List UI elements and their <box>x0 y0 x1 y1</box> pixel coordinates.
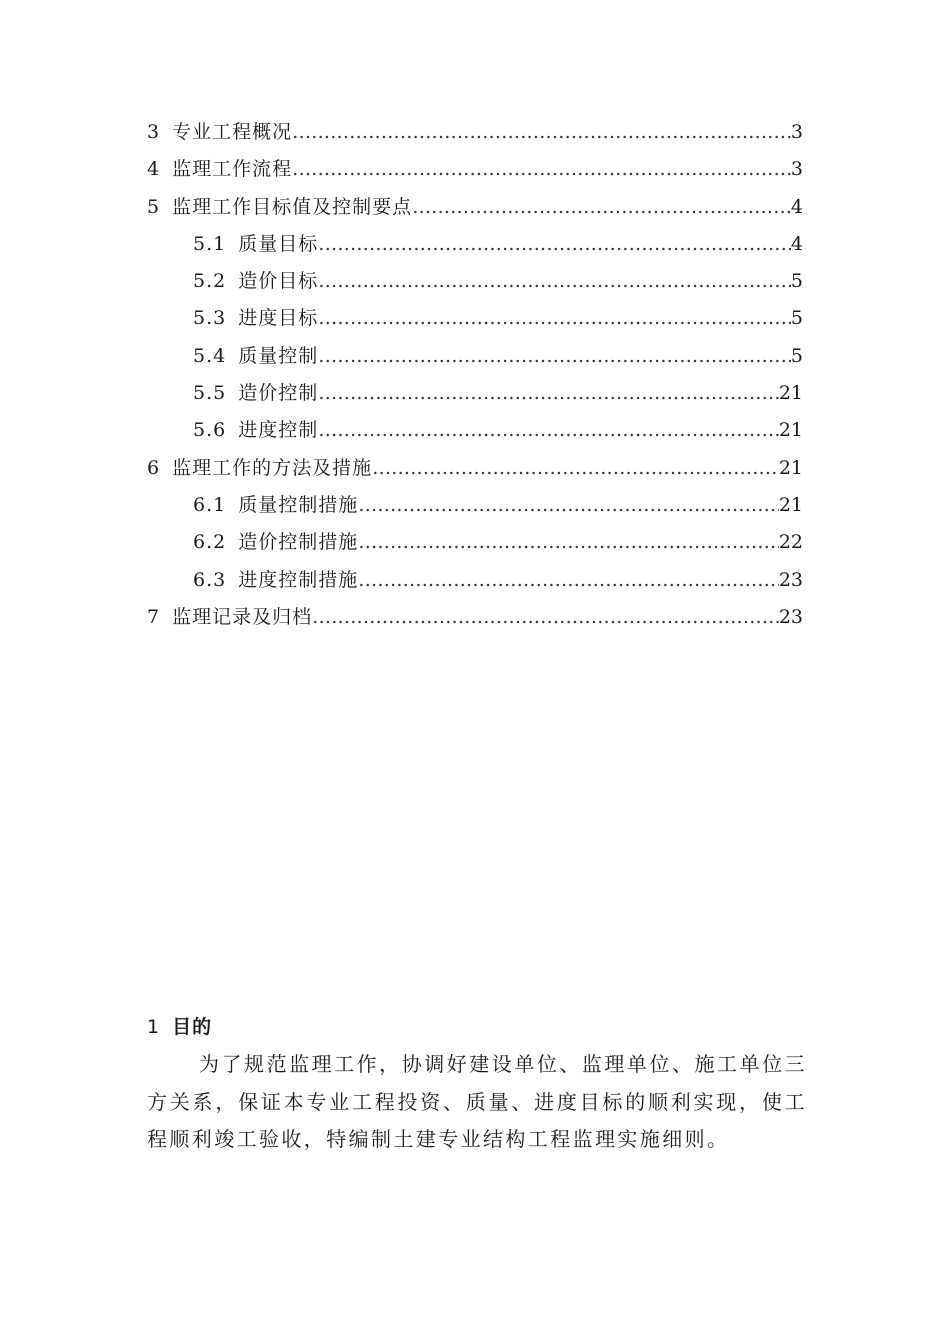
toc-entry-page: 5 <box>790 344 803 367</box>
toc-dot-leader <box>412 189 791 226</box>
toc-entry-number: 6.1 <box>193 493 227 516</box>
toc-entry-page: 5 <box>790 270 803 293</box>
toc-entry-page: 4 <box>790 195 803 218</box>
toc-entry-number: 6.2 <box>193 531 227 554</box>
section-title: 目的 <box>172 1016 213 1038</box>
toc-entry[interactable] <box>147 300 803 337</box>
toc-entry-number: 5.1 <box>193 232 227 255</box>
toc-dot-leader <box>318 263 791 300</box>
toc-dot-leader <box>318 338 791 375</box>
toc-entry[interactable] <box>147 375 803 412</box>
toc-entry[interactable] <box>147 562 803 599</box>
toc-entry-page: 4 <box>790 232 803 255</box>
toc-entry-page: 23 <box>778 605 803 628</box>
toc-entry-title: 质量控制措施 <box>238 493 359 516</box>
toc-entry-title: 专业工程概况 <box>172 121 293 143</box>
toc-entry-title: 监理工作流程 <box>172 158 293 181</box>
toc-entry-title: 进度控制 <box>238 419 319 442</box>
toc-entry-title: 进度目标 <box>238 307 319 330</box>
toc-dot-leader <box>372 450 779 487</box>
toc-dot-leader <box>292 114 791 151</box>
toc-entry-title: 监理工作的方法及措施 <box>172 456 373 479</box>
section-purpose <box>147 1008 807 1159</box>
toc-dot-leader <box>358 562 779 599</box>
toc-entry-title: 进度控制措施 <box>238 568 359 591</box>
toc-entry-page: 22 <box>778 531 803 554</box>
toc-entry-number: 5 <box>147 195 161 218</box>
toc-entry-page: 3 <box>790 158 803 181</box>
toc-entry[interactable] <box>147 412 803 449</box>
toc-entry[interactable] <box>147 338 803 375</box>
toc-entry-page: 21 <box>778 456 803 479</box>
toc-dot-leader <box>292 151 791 188</box>
toc-entry-number: 7 <box>147 605 161 628</box>
toc-entry-title: 监理工作目标值及控制要点 <box>172 195 413 218</box>
toc-entry[interactable] <box>147 226 803 263</box>
toc-entry-title: 质量控制 <box>238 344 319 367</box>
toc-dot-leader <box>318 375 779 412</box>
toc-entry-number: 6.3 <box>193 568 227 591</box>
toc-entry-number: 5.3 <box>193 307 227 330</box>
toc-entry-number: 5.5 <box>193 382 227 405</box>
toc-entry-title: 造价控制措施 <box>238 531 359 554</box>
toc-entry-page: 3 <box>790 121 803 143</box>
toc-entry[interactable] <box>147 263 803 300</box>
toc-entry-page: 21 <box>778 493 803 516</box>
toc-entry-title: 造价目标 <box>238 270 319 293</box>
toc-entry-page: 21 <box>778 419 803 442</box>
toc-dot-leader <box>318 412 779 449</box>
toc-entry-page: 21 <box>778 382 803 405</box>
toc-entry[interactable] <box>147 450 803 487</box>
toc-entry-number: 3 <box>147 121 161 143</box>
toc-entry-title: 质量目标 <box>238 232 319 255</box>
toc-entry[interactable] <box>147 189 803 226</box>
toc-entry[interactable] <box>147 114 803 151</box>
toc-entry[interactable] <box>147 524 803 561</box>
table-of-contents <box>147 114 803 636</box>
toc-entry[interactable] <box>147 151 803 188</box>
toc-entry-number: 5.4 <box>193 344 227 367</box>
toc-entry-title: 监理记录及归档 <box>172 605 313 628</box>
toc-entry-number: 5.6 <box>193 419 227 442</box>
toc-dot-leader <box>318 300 791 337</box>
toc-entry-page: 23 <box>778 568 803 591</box>
toc-entry-number: 5.2 <box>193 270 227 293</box>
toc-dot-leader <box>358 524 779 561</box>
toc-dot-leader <box>312 599 779 636</box>
section-heading <box>147 1008 807 1046</box>
toc-entry[interactable] <box>147 487 803 524</box>
toc-entry-page: 5 <box>790 307 803 330</box>
toc-dot-leader <box>358 487 779 524</box>
section-number: 1 <box>147 1016 161 1038</box>
toc-entry-title: 造价控制 <box>238 382 319 405</box>
toc-entry-number: 6 <box>147 456 161 479</box>
section-paragraph: 为了规范监理工作，协调好建设单位、监理单位、施工单位三方关系，保证本专业工程投资、质量、进度目标的顺利实现，使工程顺利竣工验收，特编制土建专业结构工程监理实施细则。 <box>147 1052 807 1151</box>
toc-entry-number: 4 <box>147 158 161 181</box>
toc-dot-leader <box>318 226 791 263</box>
toc-entry[interactable] <box>147 599 803 636</box>
